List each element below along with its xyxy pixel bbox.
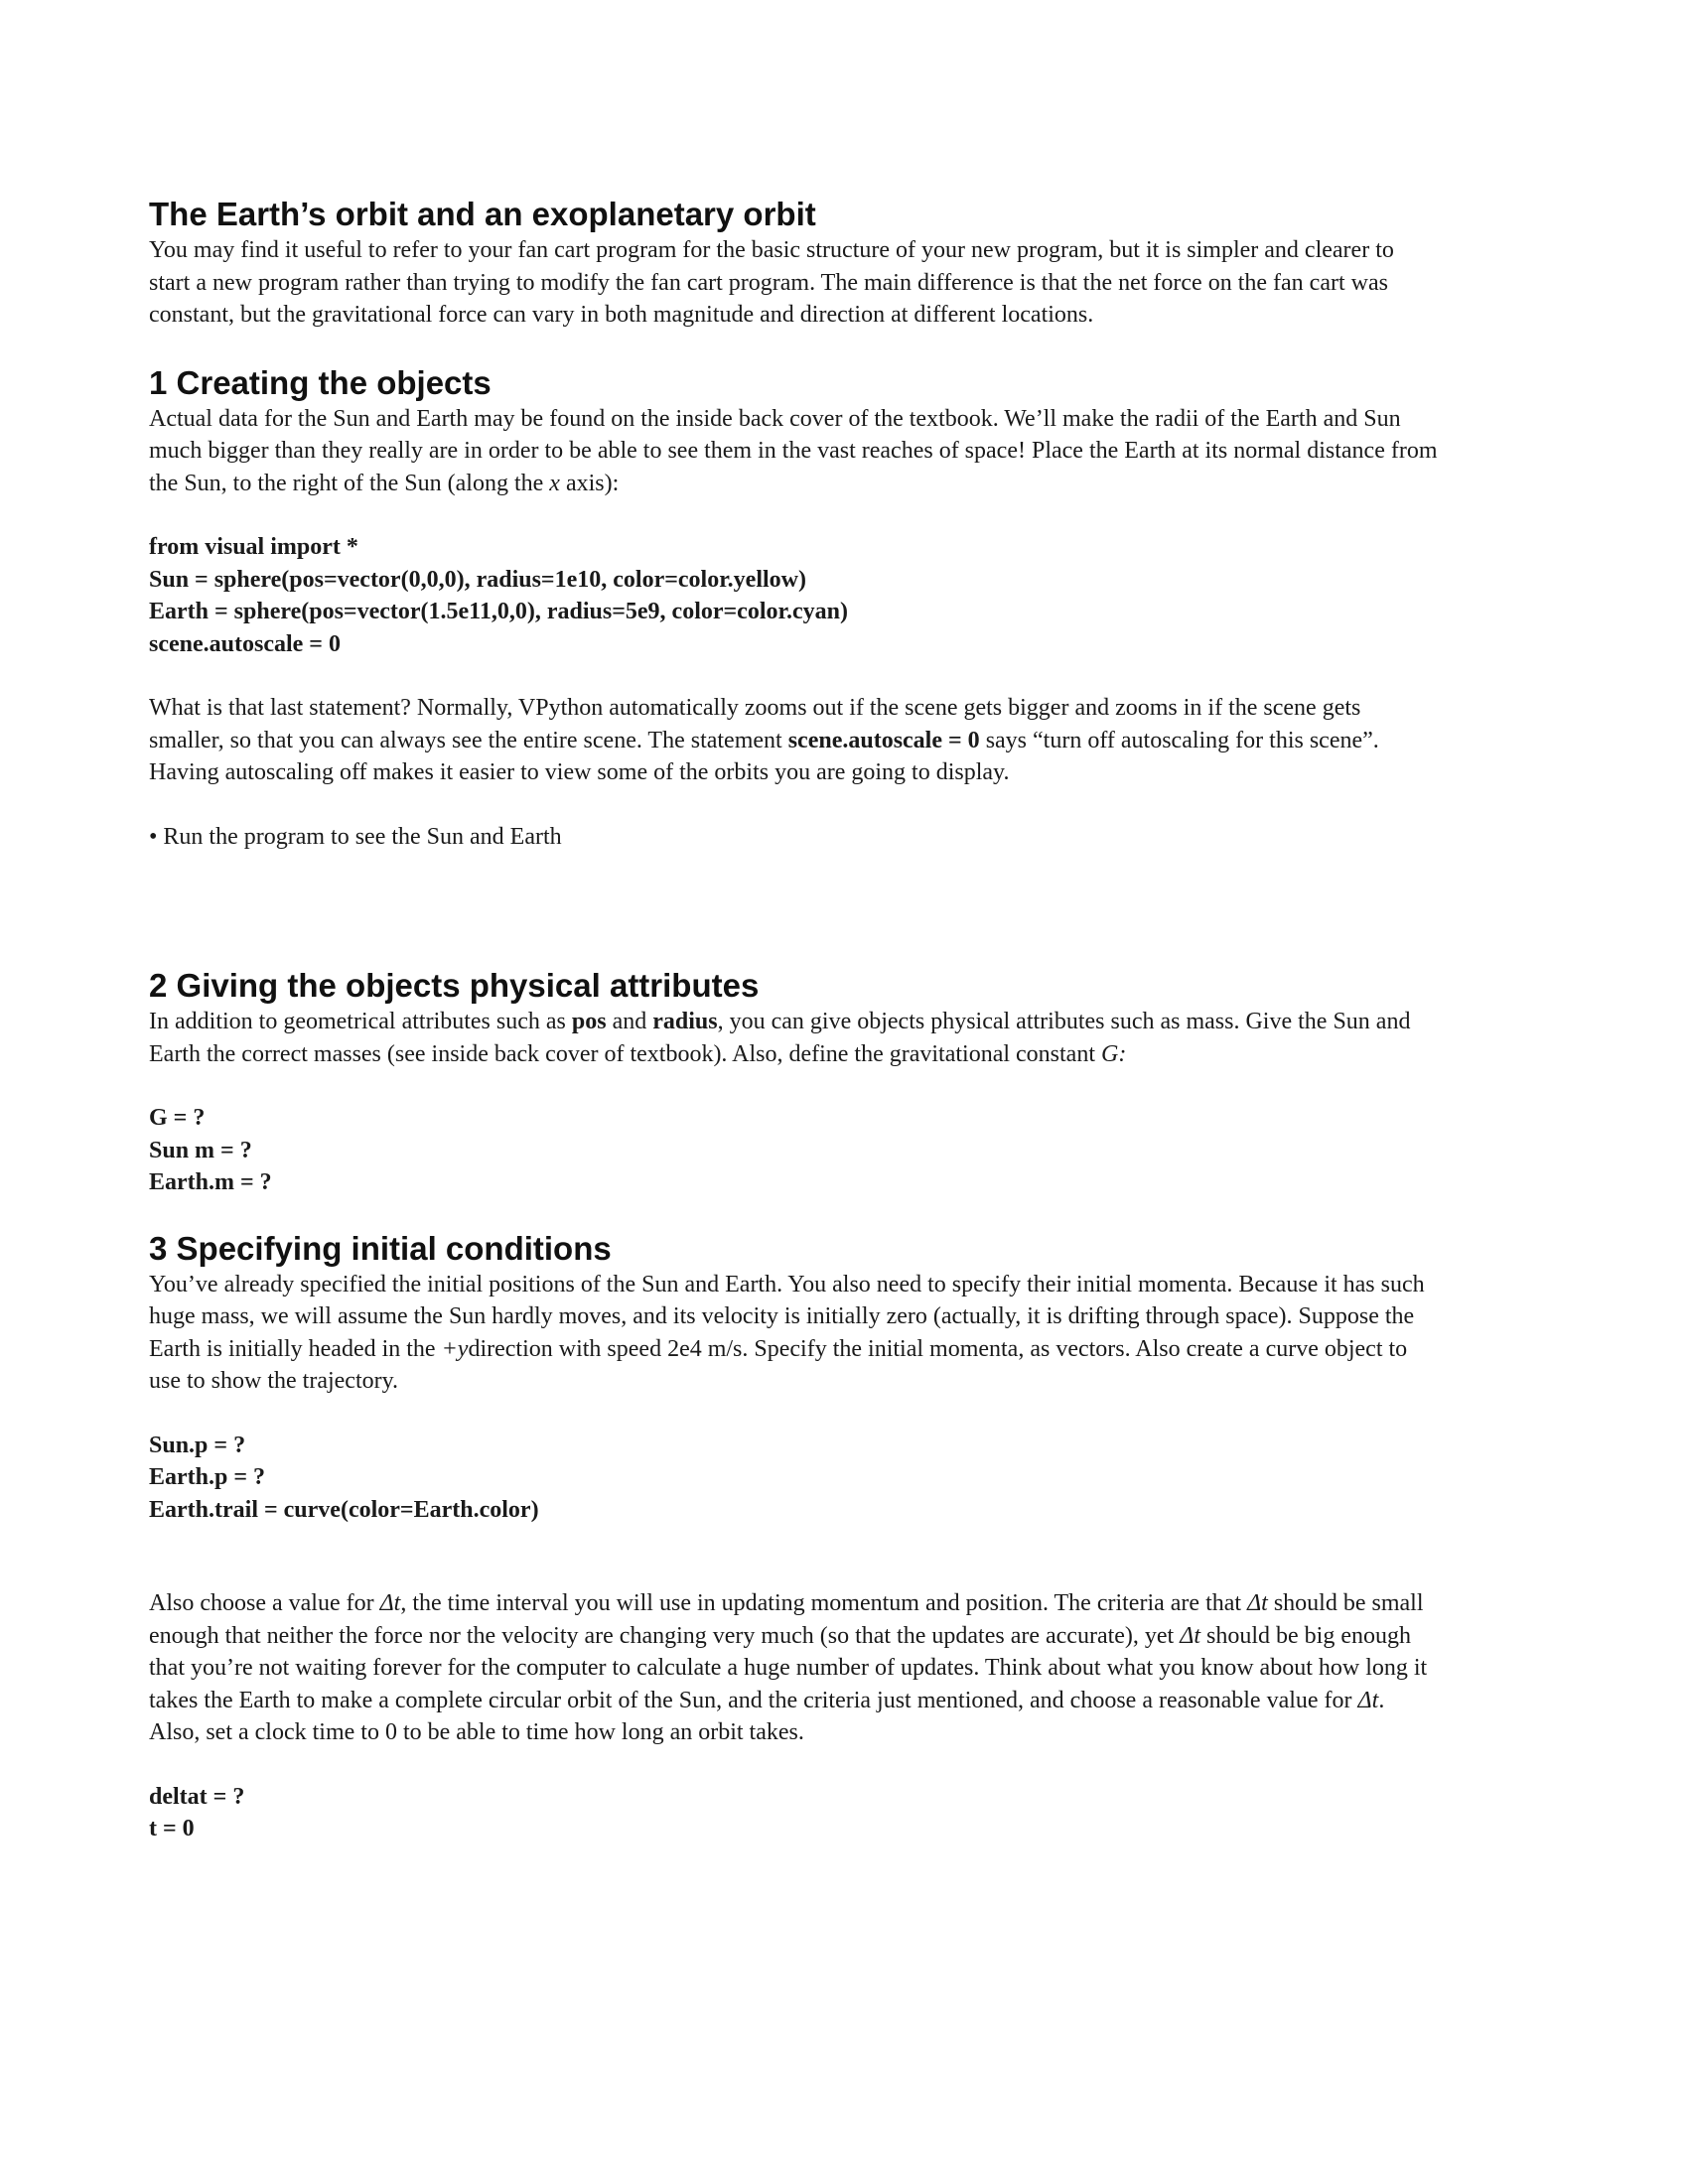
code-line: scene.autoscale = 0 [149, 630, 341, 657]
section-1-paragraph: Actual data for the Sun and Earth may be found on the inside back cover of the textbook. We’ll make the radii of the Earth and Sun much bigger than they really are in order to be able to see them in the vast reaches of space! Place the Earth at its normal distance from the Sun, to the right of the Sun (along the x axis): [149, 405, 1438, 496]
code-line: deltat = ? [149, 1783, 245, 1810]
delta-t-symbol: Δt [1247, 1590, 1268, 1616]
code-line: t = 0 [149, 1816, 195, 1842]
axis-variable: x [549, 470, 560, 496]
section-2-code-block [149, 1102, 1440, 1199]
gravitational-constant-symbol: G: [1101, 1040, 1127, 1067]
code-line: Earth.m = ? [149, 1169, 272, 1195]
code-line: Earth = sphere(pos=vector(1.5e11,0,0), radius=5e9, color=color.cyan) [149, 599, 848, 624]
radius-attribute: radius [652, 1009, 718, 1034]
section-3-code-block [149, 1430, 1440, 1527]
section-3-heading: 3 Specifying initial conditions [149, 1229, 612, 1267]
section-2-paragraph: In addition to geometrical attributes such as pos and radius, you can give objects physical attributes such as mass. Give the Sun and Earth the correct masses (see inside back cover of textbook). Also, define the gravitational constant G: [149, 1009, 1411, 1067]
section-2-heading: 2 Giving the objects physical attributes [149, 967, 760, 1004]
code-line: Earth.trail = curve(color=Earth.color) [149, 1496, 539, 1523]
document-title: The Earth’s orbit and an exoplanetary orbit [149, 196, 816, 232]
code-line: Sun.p = ? [149, 1432, 246, 1458]
direction-symbol: +y [441, 1335, 469, 1362]
code-line: Sun = sphere(pos=vector(0,0,0), radius=1e10, color=color.yellow) [149, 566, 806, 593]
deltat-paragraph: Also choose a value for Δt, the time interval you will use in updating momentum and position. The criteria are that Δt should be small enough that neither the force nor the velocity are changing very much (so that the updates are accurate), yet Δt should be big enough that you’re not waiting forever for the computer to calculate a huge number of updates. Think about what you know about how long it takes the Earth to make a complete circular orbit of the Sun, and the criteria just mentioned, and choose a reasonable value for Δt. Also, set a clock time to 0 to be able to time how long an orbit takes. [149, 1590, 1428, 1745]
code-line: from visual import * [149, 534, 358, 560]
autoscale-statement: scene.autoscale = 0 [787, 727, 980, 753]
code-line: Sun m = ? [149, 1137, 252, 1163]
delta-t-symbol: Δt [379, 1590, 401, 1616]
autoscale-explanation: What is that last statement? Normally, VPython automatically zooms out if the scene gets bigger and zooms in if the scene gets smaller, so that you can always see the entire scene. The statement scene.autoscale = 0 says “turn off autoscaling for this scene”. Having autoscaling off makes it easier to view some of the orbits you are going to display. [149, 695, 1379, 785]
section-1-heading: 1 Creating the objects [149, 363, 492, 401]
delta-t-symbol: Δt [1180, 1622, 1200, 1649]
section-1-code-block [149, 531, 1440, 660]
pos-attribute: pos [571, 1009, 607, 1034]
code-line: Earth.p = ? [149, 1464, 266, 1490]
code-line: G = ? [149, 1105, 206, 1131]
section-3-timing-code-block [149, 1781, 1440, 1845]
intro-paragraph: You may find it useful to refer to your fan cart program for the basic structure of your new program, but it is simpler and clearer to start a new program rather than trying to modify the fan cart program. The main difference is that the net force on the fan cart was constant, but the gravitational force can vary in both magnitude and direction at different locations. [149, 237, 1394, 328]
delta-t-symbol: Δt [1357, 1687, 1379, 1713]
run-program-bullet: • Run the program to see the Sun and Earth [149, 823, 562, 850]
section-3-paragraph: You’ve already specified the initial positions of the Sun and Earth. You also need to specify their initial momenta. Because it has such huge mass, we will assume the Sun hardly moves, and its velocity is initially zero (actually, it is drifting through space). Suppose the Earth is initially headed in the +ydirection with speed 2e4 m/s. Specify the initial momenta, as vectors. Also create a curve object to use to show the trajectory. [149, 1271, 1425, 1394]
document-page [149, 195, 1440, 1845]
